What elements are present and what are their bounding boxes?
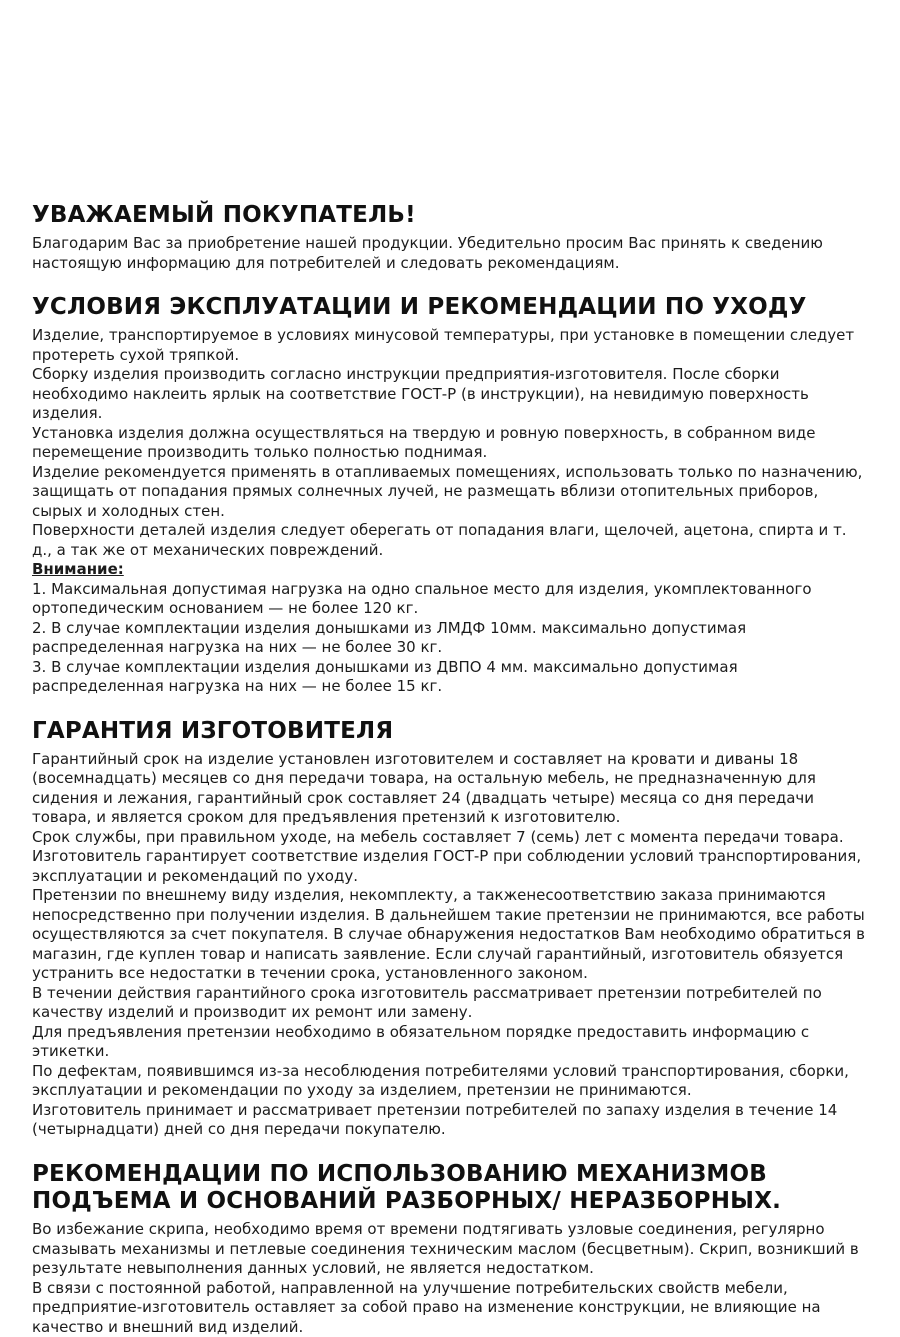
paragraph: 1. Максимальная допустимая нагрузка на одно спальное место для изделия, укомплектованного ортопедическим основанием — не более 120 кг.: [32, 579, 812, 618]
paragraph: Изделие рекомендуется применять в отапливаемых помещениях, использовать только по назначению, защищать от попадания прямых солнечных лучей, не размещать вблизи отопительных приборов, сырых и холодных стен.: [32, 462, 863, 520]
paragraph: 2. В случае комплектации изделия донышками из ЛМДФ 10мм. максимально допустимая распределенная нагрузка на них — не более 30 кг.: [32, 618, 747, 657]
paragraph: Изделие, транспортируемое в условиях минусовой температуры, при установке в помещении следует протереть сухой тряпкой.: [32, 326, 855, 364]
section-usage-conditions: [32, 294, 870, 697]
paragraph: Изготовитель гарантирует соответствие изделия ГОСТ-Р при соблюдении условий транспортирования, эксплуатации и рекомендаций по уходу.: [32, 847, 862, 885]
paragraph: Изготовитель принимает и рассматривает претензии потребителей по запаху изделия в течение 14 (четырнадцати) дней со дня передачи покупателю.: [32, 1100, 838, 1139]
paragraph: Благодарим Вас за приобретение нашей продукции. Убедительно просим Вас принять к сведению настоящую информацию для потребителей и следовать рекомендациям.: [32, 234, 823, 272]
section-mechanisms: [32, 1161, 870, 1337]
section-body-greeting: [32, 234, 870, 273]
paragraph: Срок службы, при правильном уходе, на мебель составляет 7 (семь) лет с момента передачи товара.: [32, 827, 844, 846]
paragraph: В связи с постоянной работой, направленной на улучшение потребительских свойств мебели, предприятие-изготовитель оставляет за собой право на изменение конструкции, не влияющие на качество и внешний вид изделий.: [32, 1278, 821, 1336]
paragraph: Установка изделия должна осуществляться на твердую и ровную поверхность, в собранном виде перемещение производить только полностью поднимая.: [32, 423, 816, 462]
section-body-usage-conditions: [32, 326, 870, 560]
paragraph: В течении действия гарантийного срока изготовитель рассматривает претензии потребителей по качеству изделий и производит их ремонт или замену.: [32, 983, 822, 1022]
notice-items: [32, 580, 870, 697]
section-title-mechanisms: РЕКОМЕНДАЦИИ ПО ИСПОЛЬЗОВАНИЮ МЕХАНИЗМОВ ПОДЪЕМА И ОСНОВАНИЙ РАЗБОРНЫХ/ НЕРАЗБОРНЫХ.: [32, 1160, 782, 1214]
paragraph: Во избежание скрипа, необходимо время от времени подтягивать узловые соединения, регулярно смазывать механизмы и петлевые соединения техническим маслом (бесцветным). Скрип, возникший в результате невыполнения данных условий, не является недостатком.: [32, 1220, 859, 1278]
section-body-mechanisms: [32, 1220, 870, 1337]
section-title-greeting: УВАЖАЕМЫЙ ПОКУПАТЕЛЬ!: [32, 202, 416, 228]
paragraph: Претензии по внешнему виду изделия, некомплекту, а такженесоответствию заказа принимаются непосредственно при получении изделия. В дальнейшем такие претензии не принимаются, все работы осуществляются за счет покупателя. В случае обнаружения недостатков Вам необходимо обратиться в магазин, где куплен товар и написать заявление. Если случай гарантийный, изготовитель обязуется устранить все недостатки в течении срока, установленного законом.: [32, 886, 865, 983]
section-body-warranty: [32, 750, 870, 1140]
notice-label: Внимание:: [32, 560, 124, 579]
section-title-usage-conditions: УСЛОВИЯ ЭКСПЛУАТАЦИИ И РЕКОМЕНДАЦИИ ПО УХОДУ: [32, 294, 807, 321]
paragraph: Сборку изделия производить согласно инструкции предприятия-изготовителя. После сборки необходимо наклеить ярлык на соответствие ГОСТ-Р (в инструкции), на невидимую поверхность изделия.: [32, 365, 809, 423]
paragraph: По дефектам, появившимся из-за несоблюдения потребителями условий транспортирования, сборки, эксплуатации и рекомендации по уходу за изделием, претензии не принимаются.: [32, 1061, 849, 1100]
section-title-warranty: ГАРАНТИЯ ИЗГОТОВИТЕЛЯ: [32, 717, 394, 744]
section-greeting: [32, 202, 870, 273]
paragraph: Гарантийный срок на изделие установлен изготовителем и составляет на кровати и диваны 18 (восемнадцать) месяцев со дня передачи товара, на остальную мебель, не предназначенную для сидения и лежания, гарантийный срок составляет 24 (двадцать четыре) месяца со дня передачи товара, и является сроком для предъявления претензий к изготовителю.: [32, 749, 816, 827]
paragraph: Для предъявления претензии необходимо в обязательном порядке предоставить информацию с этикетки.: [32, 1022, 810, 1061]
section-warranty: [32, 718, 870, 1140]
paragraph: Поверхности деталей изделия следует оберегать от попадания влаги, щелочей, ацетона, спирта и т. д., а так же от механических повреждений.: [32, 521, 847, 559]
paragraph: 3. В случае комплектации изделия донышками из ДВПО 4 мм. максимально допустимая распределенная нагрузка на них — не более 15 кг.: [32, 657, 738, 696]
